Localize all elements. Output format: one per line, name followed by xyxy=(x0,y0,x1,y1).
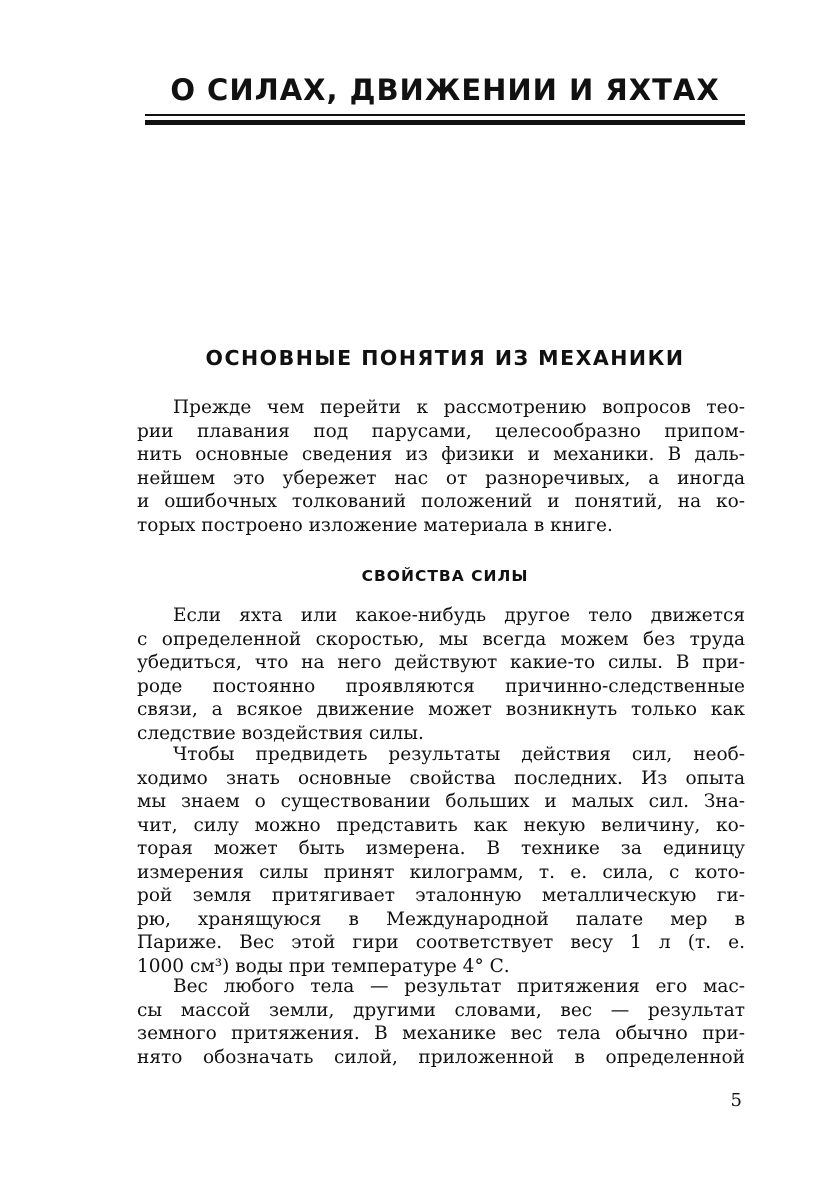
text-line: сы массой земли, другими словами, вес — результат xyxy=(137,999,745,1021)
chapter-title: О СИЛАХ, ДВИЖЕНИИ И ЯХТАХ xyxy=(170,73,720,107)
page-number: 5 xyxy=(730,1090,742,1111)
text-line: 1000 см³) воды при температуре 4° С. xyxy=(137,955,510,977)
text-line: с определенной скоростью, мы всегда можем без труда xyxy=(137,628,745,650)
text-line: нить основные сведения из физики и механики. В даль- xyxy=(137,444,745,465)
text-line: торая может быть измерена. В технике за единицу xyxy=(137,838,745,859)
paragraph-force-properties xyxy=(137,743,745,978)
text-line: рой земля притягивает эталонную металлическую ги- xyxy=(137,885,745,906)
text-line: земного притяжения. В механике вес тела обычно при- xyxy=(137,1023,745,1044)
paragraph-weight xyxy=(137,975,745,1069)
text-line: Париже. Вес этой гири соответствует весу 1 л (т. е. xyxy=(137,932,745,953)
text-line: Вес любого тела — результат притяжения его мас- xyxy=(173,976,745,997)
text-line: торых построено изложение материала в книге. xyxy=(137,514,613,536)
text-line: мы знаем о существовании больших и малых сил. Зна- xyxy=(137,791,745,812)
text-line: следствие воздействия силы. xyxy=(137,722,424,744)
title-rule-thin xyxy=(145,114,745,116)
text-line: и ошибочных толкований положений и понятий, на ко- xyxy=(137,491,745,512)
text-line: связи, а всякое движение может возникнуть только как xyxy=(137,699,745,720)
subsection-heading: СВОЙСТВА СИЛЫ xyxy=(361,567,529,585)
text-line: Если яхта или какое-нибудь другое тело движется xyxy=(173,605,745,626)
text-line: нято обозначать силой, приложенной в определенной xyxy=(137,1046,745,1068)
text-line: Чтобы предвидеть результаты действия сил, необ- xyxy=(173,744,745,765)
text-line: убедиться, что на него действуют какие-то силы. В при- xyxy=(137,652,745,673)
text-line: Прежде чем перейти к рассмотрению вопросов тео- xyxy=(173,397,745,418)
text-line: роде постоянно проявляются причинно-следственные xyxy=(137,675,745,697)
text-line: рии плавания под парусами, целесообразно припом- xyxy=(137,420,745,442)
text-line: измерения силы принят килограмм, т. е. сила, с кото- xyxy=(137,861,745,883)
text-line: чит, силу можно представить как некую величину, ко- xyxy=(137,814,745,836)
section-heading: ОСНОВНЫЕ ПОНЯТИЯ ИЗ МЕХАНИКИ xyxy=(205,346,685,370)
text-line: нейшем это убережет нас от разноречивых, а иногда xyxy=(137,467,745,489)
title-rule-thick xyxy=(145,120,745,125)
paragraph-intro xyxy=(137,396,745,537)
text-line: рю, хранящуюся в Международной палате мер в xyxy=(137,908,745,930)
paragraph-motion xyxy=(137,604,745,745)
text-line: ходимо знать основные свойства последних. Из опыта xyxy=(137,767,745,789)
